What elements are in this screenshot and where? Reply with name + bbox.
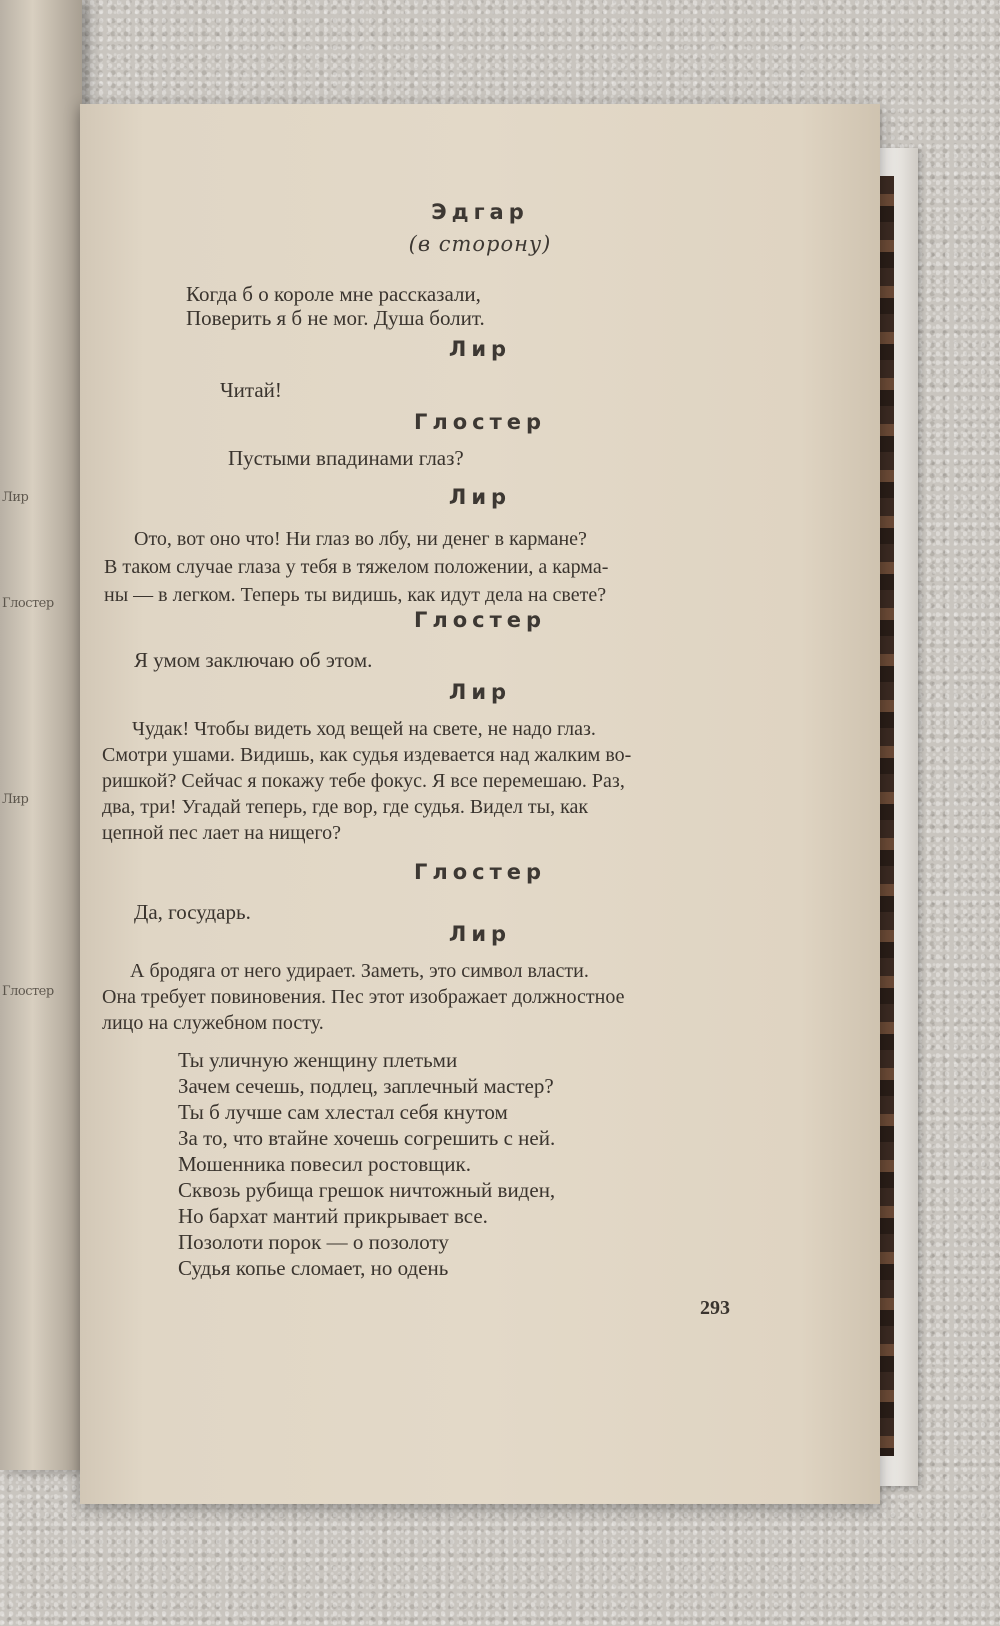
text-line: Ото, вот оно что! Ни глаз во лбу, ни денег в кармане? — [134, 528, 587, 550]
speaker-name: Эдгар — [431, 200, 529, 224]
speaker-name: Глостер — [413, 608, 547, 632]
page-number: 293 — [700, 1297, 730, 1319]
text-line: лицо на служебном посту. — [102, 1012, 324, 1034]
text-line: Чудак! Чтобы видеть ход вещей на свете, не надо глаз. — [132, 718, 596, 740]
left-page-fragment: Лир — [2, 490, 29, 505]
verse-line: Сквозь рубища грешок ничтожный виден, — [178, 1178, 556, 1202]
text-line: Поверить я б не мог. Душа болит. — [186, 306, 485, 330]
text-line: Да, государь. — [134, 900, 251, 924]
speaker-name: Лир — [448, 922, 512, 946]
text-line: ришкой? Сейчас я покажу тебе фокус. Я все перемешаю. Раз, — [102, 770, 625, 792]
speaker-name: Глостер — [413, 860, 547, 884]
speaker-name: Лир — [448, 680, 512, 704]
verse-line: Ты б лучше сам хлестал себя кнутом — [178, 1100, 508, 1124]
speaker-name: Глостер — [413, 410, 547, 434]
book-cover-stripe — [878, 176, 894, 1456]
verse-line: Позолоти порок — о позолоту — [178, 1230, 449, 1254]
text-line: В таком случае глаза у тебя в тяжелом положении, а карма- — [104, 556, 609, 578]
text-line: Читай! — [220, 378, 282, 402]
text-line: А бродяга от него удирает. Заметь, это символ власти. — [130, 960, 589, 982]
book-page — [80, 104, 880, 1504]
left-page-fragment: Глостер — [2, 596, 54, 611]
verse-line: Зачем сечешь, подлец, заплечный мастер? — [178, 1074, 554, 1098]
text-line: цепной пес лает на нищего? — [102, 822, 341, 844]
verse-line: Мошенника повесил ростовщик. — [178, 1152, 471, 1176]
verse-line: Но бархат мантий прикрывает все. — [178, 1204, 488, 1228]
verse-line: Ты уличную женщину плетьми — [178, 1048, 458, 1072]
text-line: Я умом заключаю об этом. — [134, 648, 373, 672]
text-line: Когда б о короле мне рассказали, — [186, 282, 481, 306]
left-page-fragment: Глостер — [2, 984, 54, 999]
text-line: Она требует повиновения. Пес этот изображает должностное — [102, 986, 625, 1008]
text-line: Смотри ушами. Видишь, как судья издевается над жалким во- — [102, 744, 632, 766]
text-line: Пустыми впадинами глаз? — [228, 446, 464, 470]
text-line: ны — в легком. Теперь ты видишь, как идут дела на свете? — [104, 584, 607, 606]
speaker-name: Лир — [448, 337, 512, 361]
left-page-edge — [0, 0, 82, 1470]
stage-direction: (в сторону) — [408, 232, 552, 256]
verse-line: Судья копье сломает, но одень — [178, 1256, 449, 1280]
text-line: два, три! Угадай теперь, где вор, где судья. Видел ты, как — [102, 796, 589, 818]
speaker-name: Лир — [448, 485, 512, 509]
left-page-fragment: Лир — [2, 792, 29, 807]
verse-line: За то, что втайне хочешь согрешить с ней. — [178, 1126, 556, 1150]
